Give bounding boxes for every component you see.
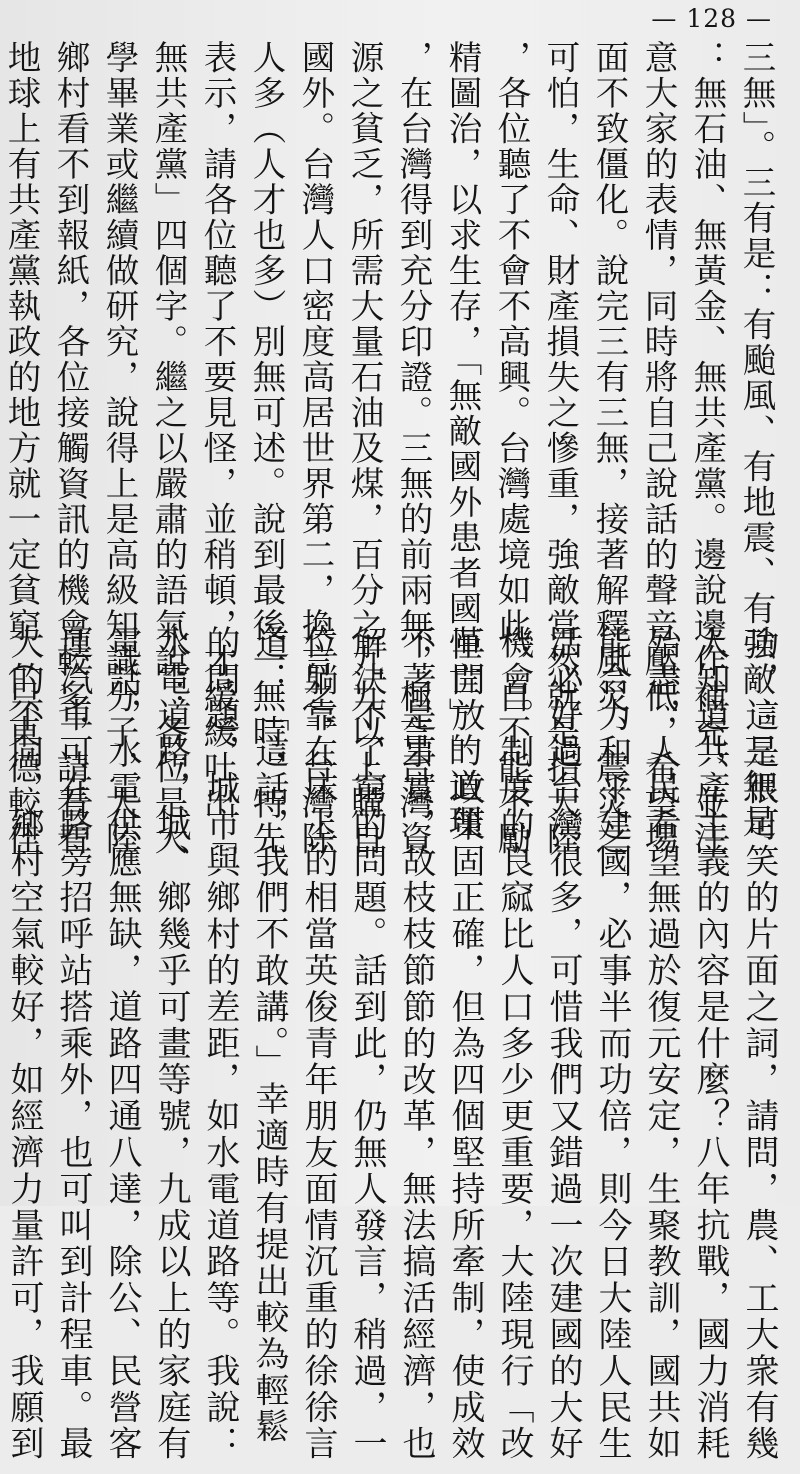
text-column: 三無」。三有是：有颱風、有地震、有強敵；三無是 [737, 40, 776, 840]
text-column: 道：「這話，我們不敢講。」幸適時有提出較為輕鬆 [249, 625, 289, 1446]
text-column: 人知道共產主義的內容是什麼？八年抗戰，國力消耗 [690, 625, 730, 1463]
text-column: 運汽車可在路旁招呼站搭乘外，也可叫到計程車。最 [53, 625, 93, 1463]
text-column: 地球上有共產黨執政的地方就一定貧窮（只東德較佳 [2, 40, 41, 857]
text-column: 革開放」政策固正確，但為四個堅持所牽制，使成效 [445, 625, 485, 1463]
text-column: 殆盡，人民希望無過於復元安定，生聚教訓，國共如 [641, 625, 681, 1463]
text-column: 面不致僵化。說完三有三無，接著解釋風災、震災之 [590, 40, 629, 857]
text-column: 電話，水電供應無缺，道路四通八達，除公、民營客 [102, 625, 142, 1463]
text-column: 人多（人才也多）別無可述。說到最後一無時，特先 [247, 40, 286, 857]
text-column: 活必好過台灣很多，可惜我們又錯過一次建國的大好 [543, 625, 583, 1463]
bottom-text-block [0, 625, 780, 1463]
text-column: ，在台灣得到充分印證。三無的前兩無，極言台灣資 [394, 40, 433, 857]
text-column: 解決不了窮的問題。話到此，仍無人發言，稍過，一 [347, 625, 387, 1463]
text-column: 不著是事實，故枝枝節節的改革，無法搞活經濟，也 [396, 625, 436, 1463]
text-column: 的問題，城市與鄉村的差距，如水電道路等。我說： [200, 625, 240, 1463]
top-text-block [0, 40, 778, 857]
text-column: 表示，請各位聽了不要見怪，並稍頓，才緩緩吐出「 [198, 40, 237, 857]
text-column: 源之貧乏，所需大量石油及煤，百分之九九以上購自 [345, 40, 384, 857]
text-column: 機會。制度的良窳比人口多少更重要，大陸現行「改 [494, 625, 534, 1463]
text-column: 國外。台灣人口密度高居世界第二，換言之，台灣除 [296, 40, 335, 857]
text-column: 位躺靠在床上的相當英俊青年朋友面情沉重的徐徐言 [298, 625, 338, 1463]
text-column: 學畢業或繼續做研究，說得上是高級知識分子，大陸 [100, 40, 139, 857]
text-column: 能合力和平建國，必事半而功倍，則今日大陸人民生 [592, 625, 632, 1463]
page-number: — 128 — [651, 4, 772, 33]
text-column: 大的不同，鄉村空氣較好，如經濟力量許可，我願到 [4, 625, 44, 1463]
text-column: 精圖治，以求生存，「無敵國外患者國恒亡」的道理 [443, 40, 482, 840]
text-column: 可怕，生命、財產損失之慘重，強敵當然就是指大陸 [541, 40, 580, 857]
text-column: ，各位聽了不會不高興。台灣處境如此，自不能不勵 [492, 40, 531, 857]
text-column: 水電道路，城、鄉幾乎可畫等號，九成以上的家庭有 [151, 625, 191, 1463]
text-column: ：無石油、無黃金、無共產黨。邊說邊作補充，並注 [688, 40, 727, 857]
text-column: 鄉村看不到報紙，各位接觸資訊的機會較多，請看看 [51, 40, 90, 857]
text-column: 意大家的表情，同時將自己說話的聲音壓低，希望場 [639, 40, 678, 857]
text-column: 功，這是很可笑的片面之詞，請問，農、工大衆有幾 [739, 625, 779, 1463]
text-column: 無共產黨」四個字。繼之以嚴肅的語氣說：各位是大 [149, 40, 188, 857]
